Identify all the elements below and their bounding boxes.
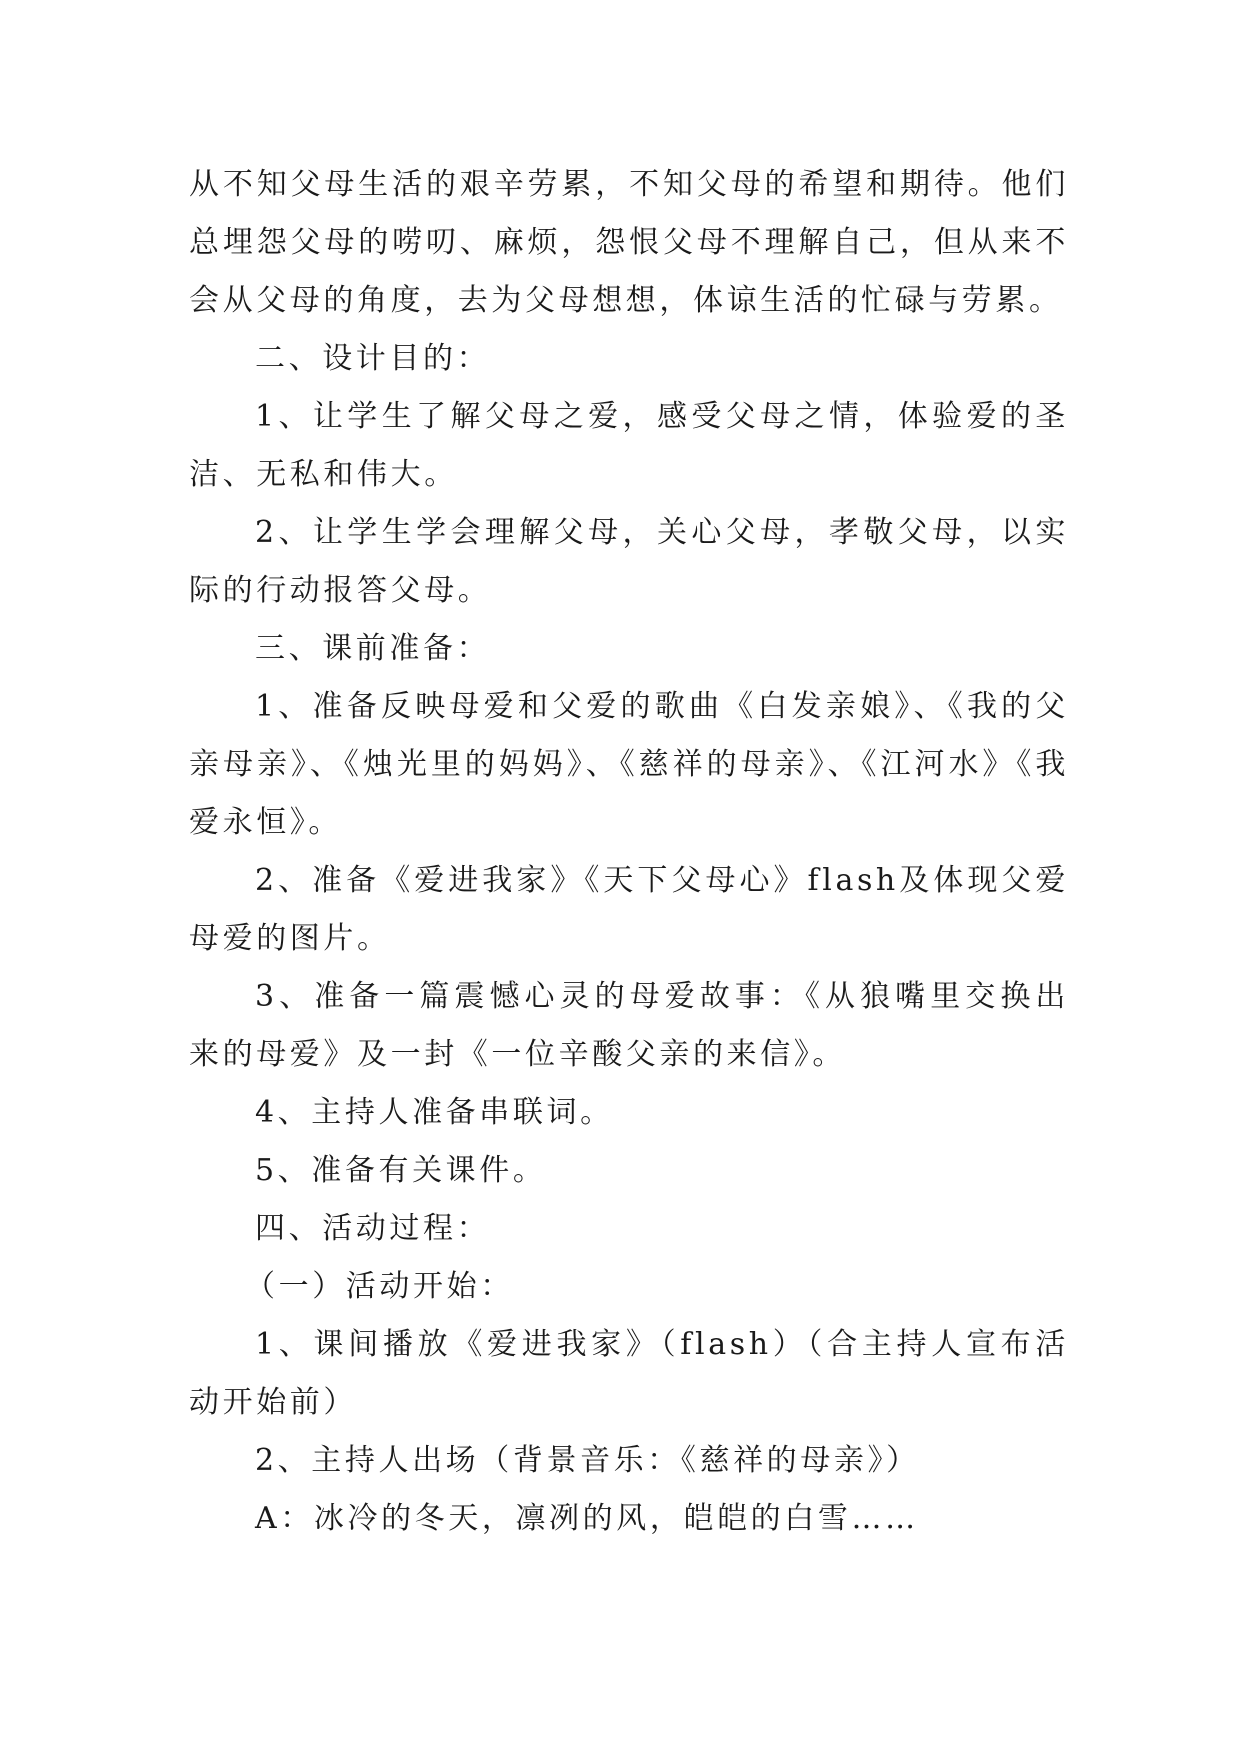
paragraph-preparation-3: 3、准备一篇震憾心灵的母爱故事：《从狼嘴里交换出来的母爱》及一封《一位辛酸父亲的来信》。 bbox=[189, 979, 1069, 1072]
heading-activity-process: 四、活动过程： bbox=[255, 1211, 491, 1246]
paragraph-step-1: 1、课间播放《爱进我家》（flash）（合主持人宣布活动开始前） bbox=[189, 1327, 1069, 1420]
paragraph-preparation-2: 2、准备《爱进我家》《天下父母心》flash及体现父爱母爱的图片。 bbox=[189, 863, 1069, 956]
paragraph-purpose-1: 1、让学生了解父母之爱，感受父母之情，体验爱的圣洁、无私和伟大。 bbox=[189, 399, 1069, 492]
paragraph-host-a-line: A：冰冷的冬天，凛冽的风，皑皑的白雪…… bbox=[255, 1501, 919, 1536]
paragraph-step-2: 2、主持人出场（背景音乐：《慈祥的母亲》） bbox=[255, 1443, 920, 1478]
paragraph-preparation-5: 5、准备有关课件。 bbox=[255, 1153, 547, 1188]
heading-design-purpose: 二、设计目的： bbox=[255, 341, 491, 376]
paragraph-purpose-2: 2、让学生学会理解父母，关心父母，孝敬父母，以实际的行动报答父母。 bbox=[189, 515, 1069, 608]
heading-preparation: 三、课前准备： bbox=[255, 631, 491, 666]
paragraph-preparation-1: 1、准备反映母爱和父爱的歌曲《白发亲娘》、《我的父亲母亲》、《烛光里的妈妈》、《慈祥的母亲》、《江河水》《我爱永恒》。 bbox=[189, 689, 1069, 840]
paragraph-intro: 从不知父母生活的艰辛劳累，不知父母的希望和期待。他们总埋怨父母的唠叨、麻烦，怨恨父母不理解自己，但从来不会从父母的角度，去为父母想想，体谅生活的忙碌与劳累。 bbox=[189, 167, 1069, 318]
paragraph-preparation-4: 4、主持人准备串联词。 bbox=[255, 1095, 614, 1130]
document-body bbox=[189, 156, 1069, 1548]
subheading-activity-start: （一）活动开始： bbox=[245, 1269, 514, 1304]
